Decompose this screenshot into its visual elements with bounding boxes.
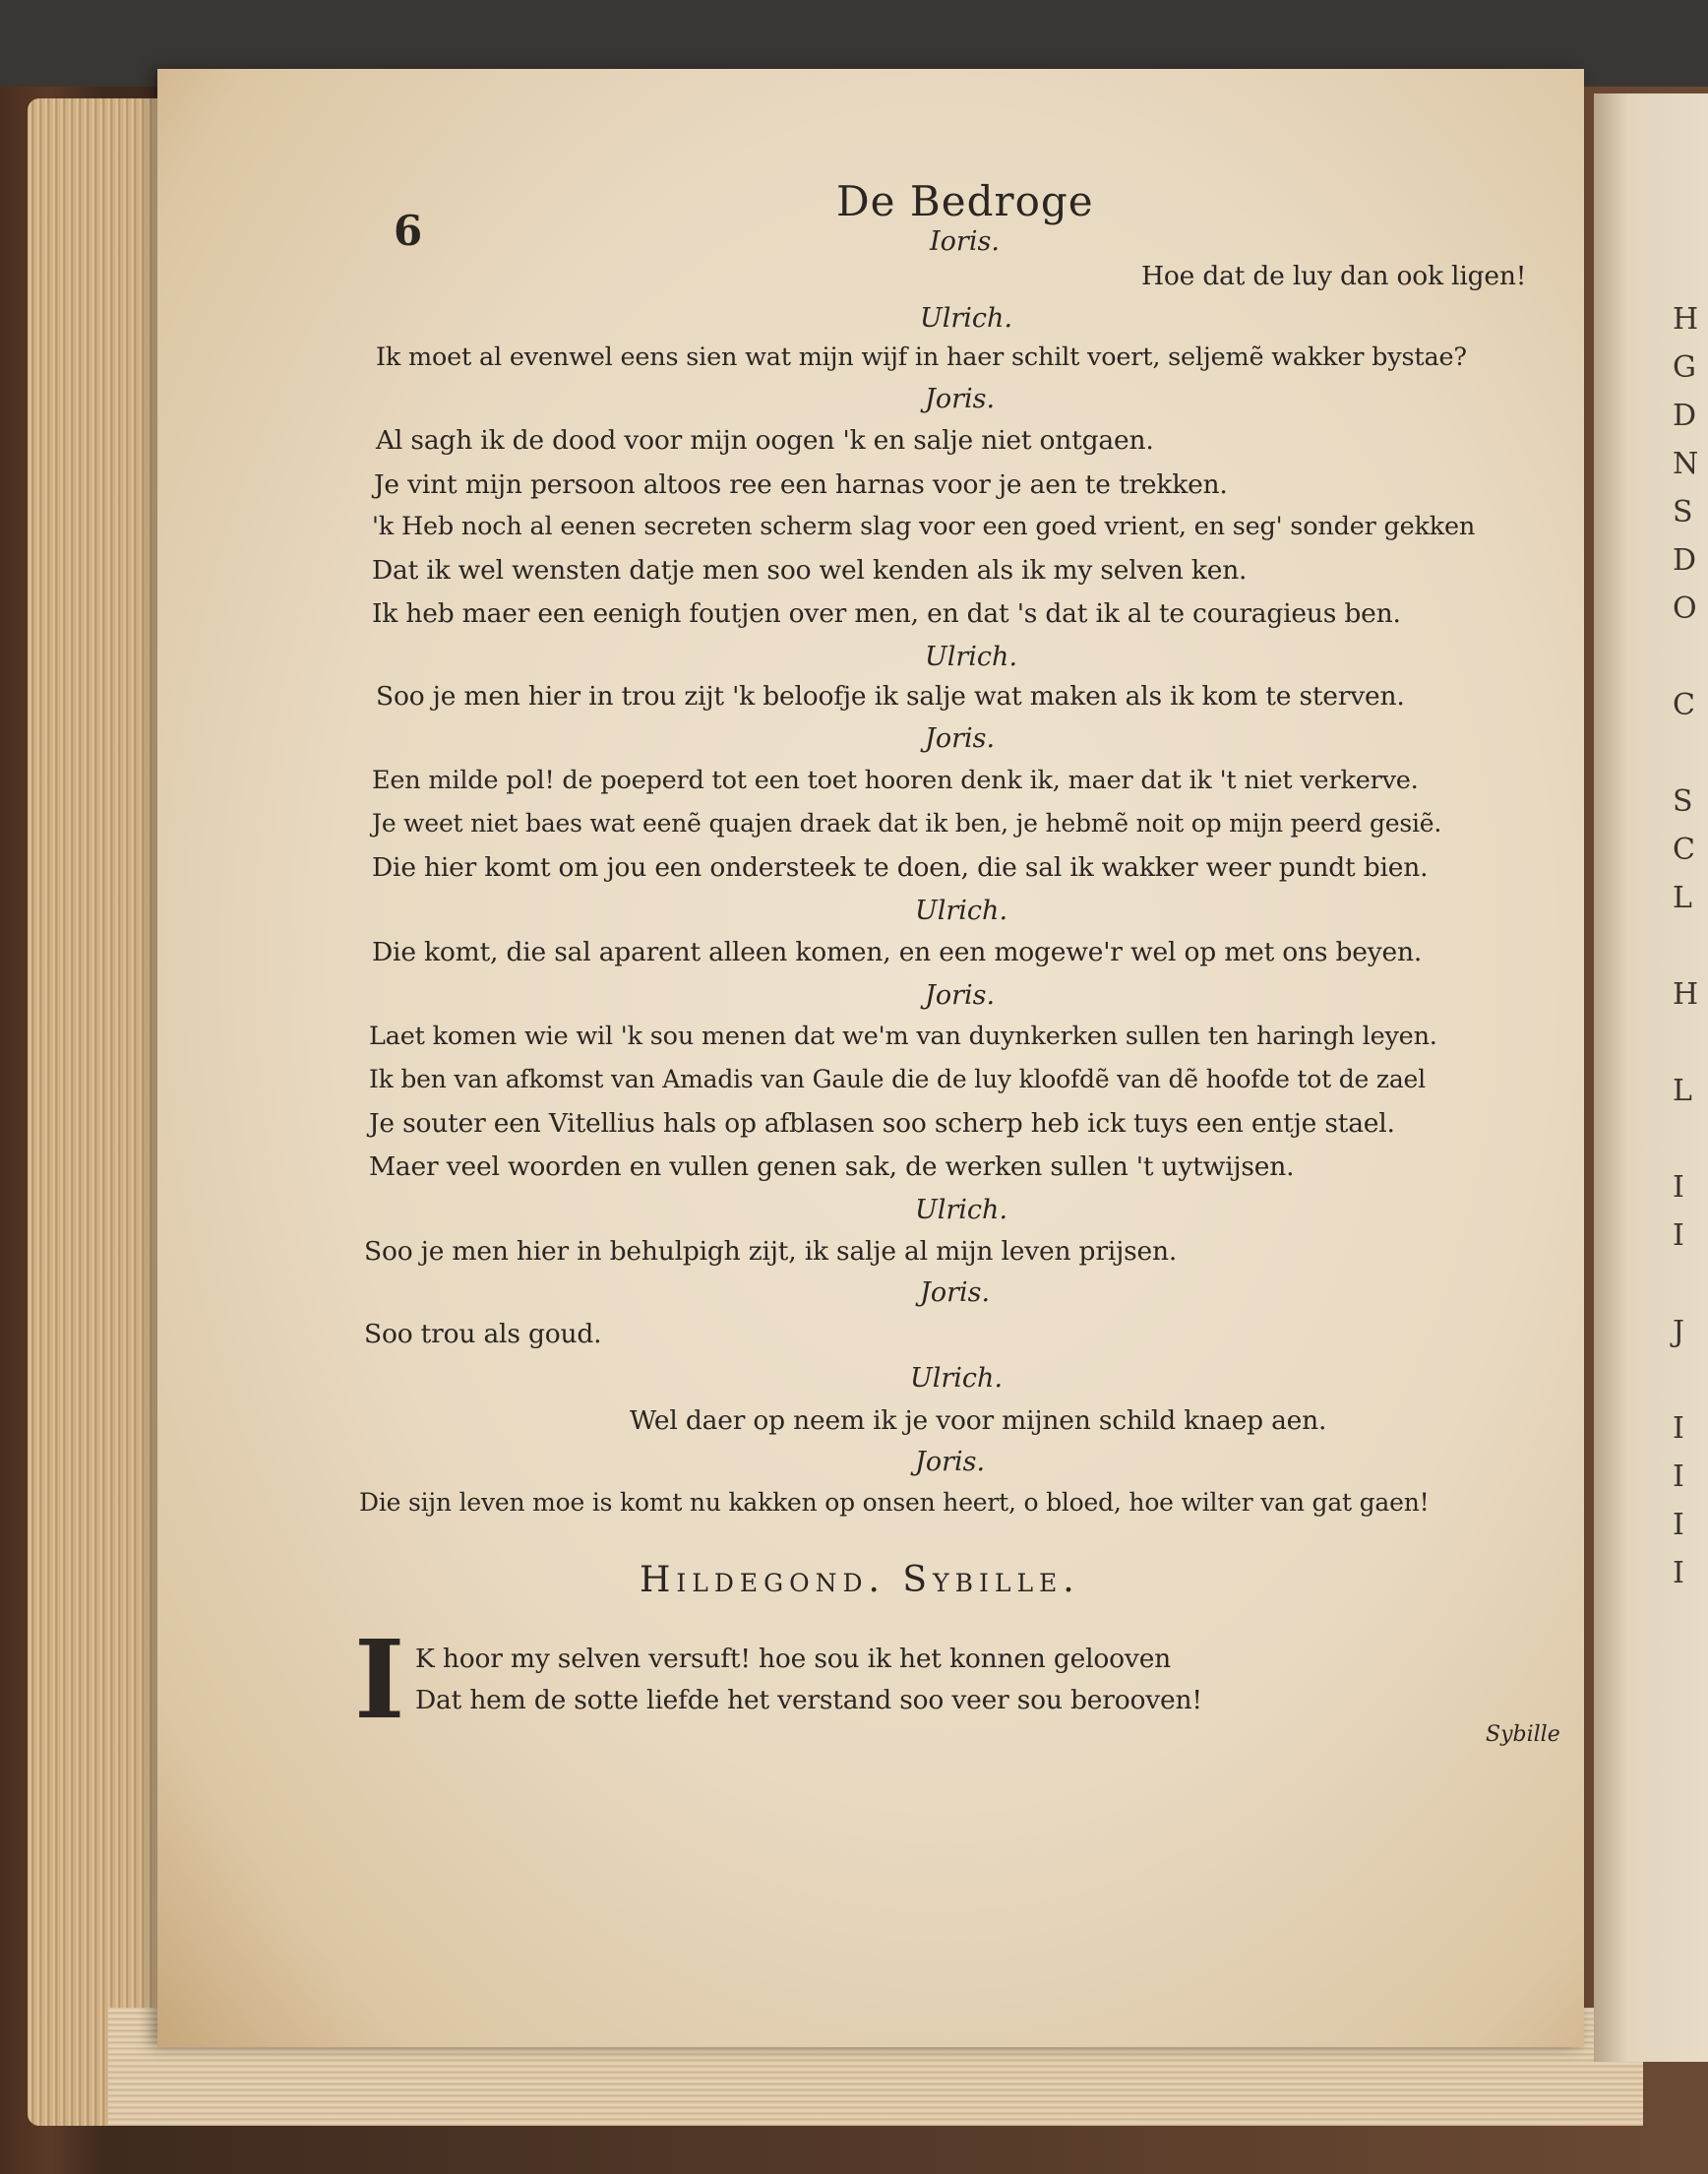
verse-line: Dat ik wel wensten datje men soo wel kenden als ik my selven ken. <box>372 555 1248 586</box>
book-page <box>157 69 1584 2047</box>
verse-line: Je vint mijn persoon altoos ree een harnas voor je aen te trekken. <box>374 469 1228 500</box>
speaker-label: Joris. <box>925 980 996 1011</box>
drop-cap: I <box>354 1616 405 1743</box>
speaker-label: Joris. <box>915 1447 986 1477</box>
facing-page-letters <box>1673 295 1708 1597</box>
running-head: De Bedroge <box>836 177 1094 225</box>
verse-line: 'k Heb noch al eenen secreten scherm slag voor een goed vrient, en seg' sonder gekken <box>372 512 1476 541</box>
facing-page-letter: L <box>1673 1074 1692 1108</box>
speaker-label: Ulrich. <box>920 303 1013 334</box>
facing-page-letter: H <box>1673 977 1699 1012</box>
scene-heading: Hildegond. Sybille. <box>640 1560 1080 1600</box>
facing-page-letter: I <box>1673 1218 1684 1253</box>
facing-page-letter <box>1673 633 1708 681</box>
verse-line: Die hier komt om jou een ondersteek te doen, die sal ik wakker weer pundt bien. <box>372 852 1429 883</box>
verse-line: Ik ben van afkomst van Amadis van Gaule die de luy kloofdẽ van dẽ hoofde tot de zael <box>369 1065 1426 1093</box>
facing-page-letter <box>1673 1115 1708 1163</box>
facing-page-letter: N <box>1673 447 1699 481</box>
speaker-label: Ulrich. <box>915 896 1008 926</box>
facing-page-letter: S <box>1673 495 1693 529</box>
facing-page-letter: H <box>1673 302 1699 337</box>
facing-page-letter <box>1673 729 1708 777</box>
facing-page-letter <box>1673 1019 1708 1067</box>
facing-page-letter: D <box>1673 543 1697 578</box>
catchword: Sybille <box>1486 1722 1560 1747</box>
verse-line: Je souter een Vitellius hals op afblasen soo scherp heb ick tuys een entje stael. <box>369 1108 1395 1139</box>
verse-line: Laet komen wie wil 'k sou menen dat we'm van duynkerken sullen ten haringh leyen. <box>369 1022 1437 1051</box>
facing-page-letter <box>1673 1356 1708 1404</box>
verse-line: Je weet niet baes wat eenẽ quajen draek dat ik ben, je hebmẽ noit op mijn peerd gesiẽ. <box>372 809 1442 838</box>
verse-line: Wel daer op neem ik je voor mijnen schild knaep aen. <box>630 1405 1327 1436</box>
facing-page-letter: C <box>1673 688 1695 722</box>
verse-line: Al sagh ik de dood voor mijn oogen 'k en salje niet ontgaen. <box>376 425 1154 456</box>
verse-line: Hoe dat de luy dan ook ligen! <box>1141 261 1527 291</box>
page-text <box>157 69 1584 2047</box>
verse-line: Een milde pol! de poeperd tot een toet hooren denk ik, maer dat ik 't niet verkerve. <box>372 766 1419 795</box>
speaker-label: Joris. <box>925 723 996 754</box>
facing-page-letter: S <box>1673 784 1693 819</box>
verse-line: K hoor my selven versuft! hoe sou ik het konnen gelooven <box>415 1644 1172 1674</box>
facing-page-letter: I <box>1673 1170 1684 1205</box>
facing-page-letter: L <box>1673 881 1692 915</box>
facing-page-letter: O <box>1673 591 1697 626</box>
verse-line: Soo trou als goud. <box>364 1319 602 1349</box>
verse-line: Dat hem de sotte liefde het verstand soo veer sou berooven! <box>415 1685 1202 1715</box>
facing-page-letter <box>1673 922 1708 970</box>
verse-line: Ik heb maer een eenigh foutjen over men, en dat 's dat ik al te couragieus ben. <box>372 598 1401 629</box>
facing-page-letter: I <box>1673 1508 1684 1542</box>
facing-page-letter: C <box>1673 833 1695 867</box>
facing-page-letter: I <box>1673 1556 1684 1590</box>
speaker-label: Ulrich. <box>925 642 1018 672</box>
speaker-label: Ioris. <box>930 226 1000 257</box>
facing-page-letter <box>1673 1260 1708 1308</box>
speaker-label: Joris. <box>925 384 996 414</box>
verse-line: Soo je men hier in behulpigh zijt, ik salje al mijn leven prijsen. <box>364 1236 1178 1267</box>
page-number: 6 <box>394 207 423 255</box>
facing-page-letter: I <box>1673 1411 1684 1446</box>
verse-line: Maer veel woorden en vullen genen sak, de werken sullen 't uytwijsen. <box>369 1151 1295 1182</box>
speaker-label: Ulrich. <box>915 1195 1008 1225</box>
facing-page-letter: I <box>1673 1460 1684 1494</box>
verse-line: Die komt, die sal aparent alleen komen, en een mogewe'r wel op met ons beyen. <box>372 937 1423 967</box>
speaker-label: Joris. <box>920 1277 991 1308</box>
facing-page-letter: G <box>1673 350 1696 385</box>
speaker-label: Ulrich. <box>910 1363 1004 1394</box>
facing-page-letter: J <box>1673 1315 1685 1349</box>
facing-page-letter: D <box>1673 399 1697 433</box>
verse-line: Soo je men hier in trou zijt 'k beloofje ik salje wat maken als ik kom te sterven. <box>376 681 1405 712</box>
verse-line: Die sijn leven moe is komt nu kakken op onsen heert, o bloed, hoe wilter van gat gaen! <box>359 1488 1430 1517</box>
verse-line: Ik moet al evenwel eens sien wat mijn wijf in haer schilt voert, seljemẽ wakker bystae? <box>376 342 1467 372</box>
